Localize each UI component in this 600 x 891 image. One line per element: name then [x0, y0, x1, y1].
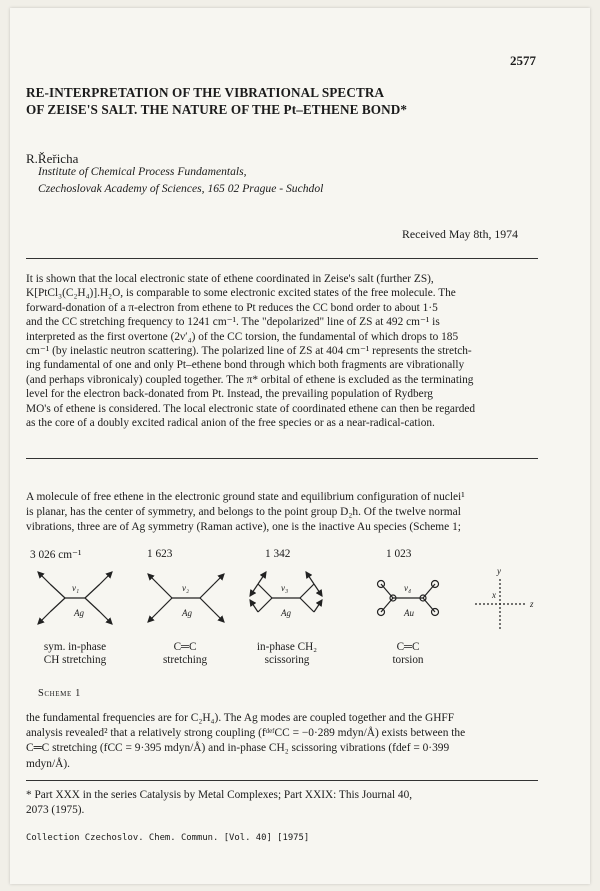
- mode-4-label-line-1: C═C: [396, 641, 420, 653]
- title-line-1: RE-INTERPRETATION OF THE VIBRATIONAL SPECTRA: [26, 85, 385, 100]
- body-line: C═C stretching (fCC = 9·395 mdyn/Å) and in-phase CH₂ scissoring vibrations (fdef = 0·399: [26, 742, 450, 755]
- body-line: analysis revealed² that a relatively strong coupling (fᵈᵉᶠCC = −0·289 mdyn/Å) exists between the: [26, 727, 466, 740]
- mode-3-sym: Ag: [281, 608, 291, 618]
- footnote-line: 2073 (1975).: [26, 804, 85, 816]
- mode-1-label-line-2: CH stretching: [43, 654, 107, 666]
- mode-3-label-line-1: in-phase CH₂: [256, 641, 318, 653]
- affiliation-line-1: Institute of Chemical Process Fundamentals,: [38, 165, 247, 178]
- mode-frequency-1: 3 026 cm⁻¹: [30, 549, 82, 561]
- mode-2-label-line-2: stretching: [162, 654, 208, 666]
- abstract-line: MO's of ethene is considered. The local electronic state of coordinated ethene can then be regarded: [26, 402, 476, 415]
- axis-y-label: y: [497, 566, 501, 576]
- footnote-rule: [26, 780, 538, 781]
- abstract-line: (and perhaps vibronicaly) coupled together. The π* orbital of ethene is excluded as the terminating: [26, 373, 474, 386]
- abstract: [26, 272, 538, 430]
- footnote: [26, 788, 538, 818]
- abstract-line: level for the electron back-donated from Pt. Instead, the prevailing population of Rydberg: [26, 388, 433, 401]
- mode-1-label: [20, 641, 130, 667]
- mode-4-label-line-2: torsion: [392, 654, 424, 666]
- mode-1-sym: Ag: [74, 608, 84, 618]
- affiliation-line-2: Czechoslovak Academy of Sciences, 165 02 Prague - Suchdol: [38, 182, 324, 195]
- mode-frequency-4: 1 023: [386, 548, 412, 560]
- affiliation: [38, 163, 323, 197]
- received-date: Received May 8th, 1974: [402, 227, 518, 241]
- mode-2-label: [130, 641, 240, 667]
- axis-z-label: z: [530, 599, 534, 609]
- mode-3-label: [232, 641, 342, 667]
- scheme-caption: Scheme 1: [38, 688, 81, 699]
- abstract-line: ing fundamental of one and only Pt–ethene bond through which both fragments are vibrationally: [26, 359, 465, 372]
- abstract-line: It is shown that the local electronic state of ethene coordinated in Zeise's salt (further ZS),: [26, 273, 434, 285]
- footnote-line: * Part XXX in the series Catalysis by Metal Complexes; Part XXIX: This Journal 40,: [26, 789, 413, 801]
- author-name: R.Řeřicha: [26, 151, 79, 166]
- abstract-line: interpreted as the first overtone (2ν′₄) of the CC torsion, the fundamental of which drops to 185: [26, 330, 459, 343]
- mode-2-sym: Ag: [182, 608, 192, 618]
- abstract-line: K[PtCl₃(C₂H₄)].H₂O, is comparable to some electronic excited states of the free molecule. The: [26, 287, 456, 300]
- body-line: A molecule of free ethene in the electronic ground state and equilibrium configuration of nuclei¹: [26, 491, 465, 503]
- body-paragraph-1: [26, 490, 538, 534]
- axis-x-label: x: [492, 590, 496, 600]
- abstract-top-rule: [26, 258, 538, 259]
- mode-4-label: [353, 641, 463, 667]
- abstract-line: and the CC stretching frequency to 1241 cm⁻¹. The "depolarized" line of ZS at 492 cm⁻¹ is: [26, 316, 440, 329]
- mode-frequency-3: 1 342: [265, 548, 291, 560]
- mode-2-label-line-1: C═C: [173, 641, 197, 653]
- body-line: is planar, has the center of symmetry, and belongs to the point group D₂h. Of the twelve normal: [26, 505, 461, 518]
- body-paragraph-2: [26, 711, 538, 772]
- mode-3-label-line-2: scissoring: [264, 654, 310, 666]
- mode-frequency-2: 1 623: [147, 548, 173, 560]
- vibration-scheme-diagram: [10, 564, 590, 644]
- abstract-line: as the core of a doubly excited radical anion of the free species or as a near-radical-cation.: [26, 417, 435, 430]
- mode-4-nu: ν₄: [404, 583, 412, 593]
- body-line: the fundamental frequencies are for C₂H₄). The Ag modes are coupled together and the GHFF: [26, 712, 455, 724]
- mode-4-sym: Au: [404, 608, 414, 618]
- mode-1-nu: ν₁: [72, 583, 80, 593]
- abstract-bottom-rule: [26, 458, 538, 459]
- body-line: mdyn/Å).: [26, 757, 70, 770]
- abstract-line: cm⁻¹ (by inelastic neutron scattering). The polarized line of ZS at 404 cm⁻¹ represents the stretch-: [26, 345, 472, 358]
- collection-citation: Collection Czechoslov. Chem. Commun. [Vol. 40] [1975]: [26, 833, 310, 843]
- mode-1-label-line-1: sym. in-phase: [43, 641, 107, 653]
- mode-2-nu: ν₂: [182, 583, 190, 593]
- body-line: vibrations, three are of Ag symmetry (Raman active), one is the inactive Au species (Scheme 1;: [26, 520, 461, 533]
- mode-3-nu: ν₃: [281, 583, 289, 593]
- coordinate-axes: [475, 579, 525, 629]
- abstract-line: forward-donation of a π-electron from ethene to Pt reduces the CC bond order to about 1·5: [26, 301, 438, 314]
- journal-page: [10, 8, 590, 884]
- page-number: 2577: [510, 53, 536, 68]
- title-line-2: OF ZEISE'S SALT. THE NATURE OF THE Pt–ETHENE BOND*: [26, 102, 408, 117]
- article-title: [26, 84, 536, 118]
